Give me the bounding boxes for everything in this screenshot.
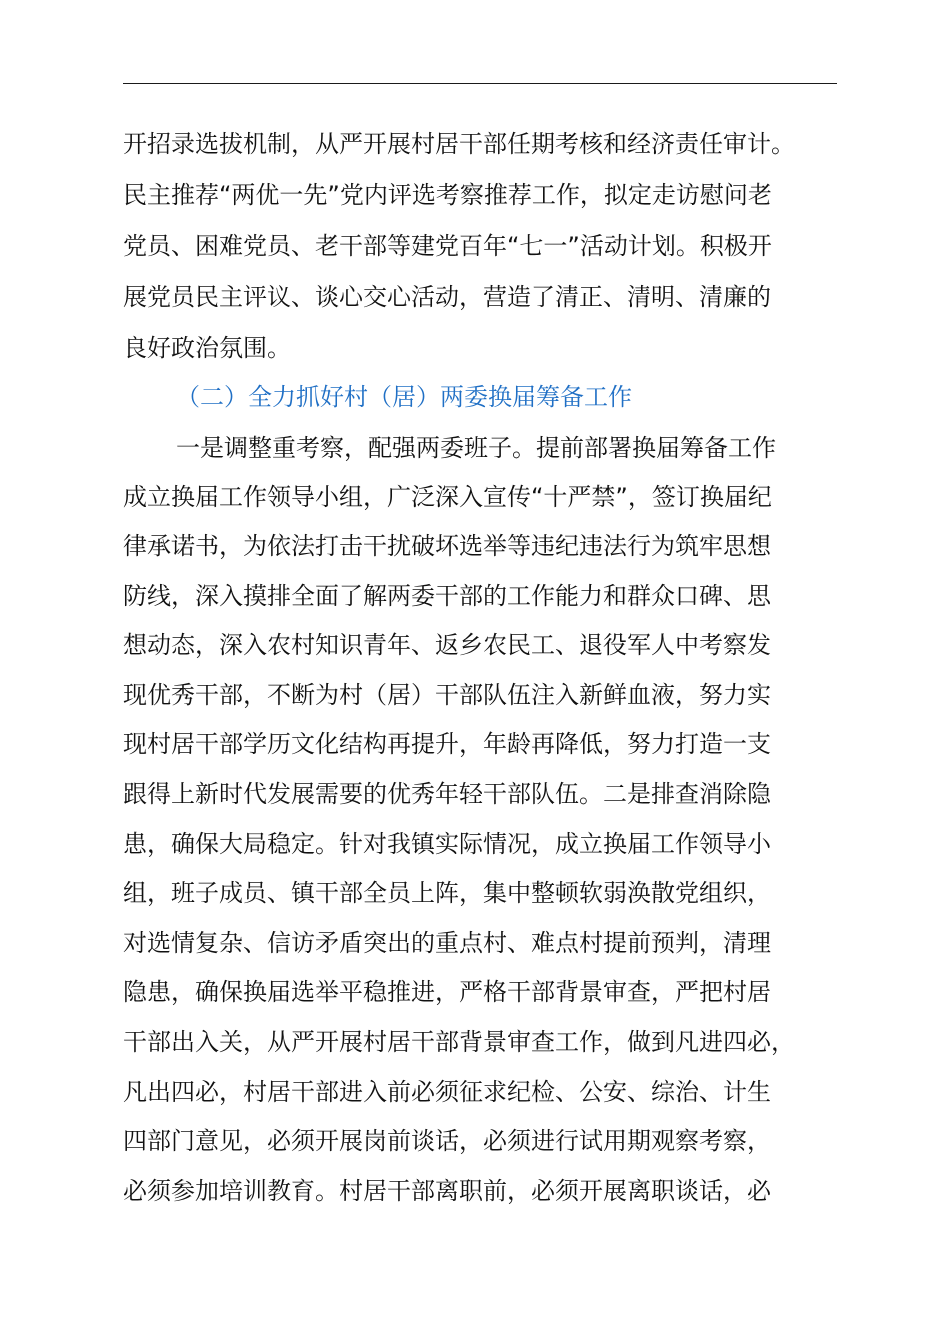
section-heading: （二）全力抓好村（居）两委换届筹备工作 <box>176 383 632 411</box>
paragraph-line: 跟得上新时代发展需要的优秀年轻干部队伍。二是排查消除隐 <box>123 780 771 808</box>
paragraph-line: 律承诺书，为依法打击干扰破坏选举等违纪违法行为筑牢思想 <box>123 532 771 560</box>
paragraph-line: 四部门意见，必须开展岗前谈话，必须进行试用期观察考察， <box>123 1127 771 1155</box>
paragraph-line: 防线，深入摸排全面了解两委干部的工作能力和群众口碑、思 <box>123 582 771 610</box>
paragraph-line: 想动态，深入农村知识青年、返乡农民工、退役军人中考察发 <box>123 631 771 659</box>
paragraph-line: 干部出入关，从严开展村居干部背景审查工作，做到凡进四必， <box>123 1028 795 1056</box>
paragraph-line: 隐患，确保换届选举平稳推进，严格干部背景审查，严把村居 <box>123 978 771 1006</box>
paragraph-line: 凡出四必，村居干部进入前必须征求纪检、公安、综治、计生 <box>123 1078 771 1106</box>
paragraph-line: 开招录选拔机制，从严开展村居干部任期考核和经济责任审计。 <box>123 130 795 158</box>
paragraph-line: 民主推荐“两优一先”党内评选考察推荐工作，拟定走访慰问老 <box>123 181 772 209</box>
header-rule <box>123 83 837 84</box>
paragraph-line: 现村居干部学历文化结构再提升，年龄再降低，努力打造一支 <box>123 730 771 758</box>
paragraph-line: 展党员民主评议、谈心交心活动，营造了清正、清明、清廉的 <box>123 283 771 311</box>
paragraph-line: 对选情复杂、信访矛盾突出的重点村、难点村提前预判，清理 <box>123 929 771 957</box>
paragraph-first-line: 一是调整重考察，配强两委班子。提前部署换届筹备工作 <box>176 434 776 462</box>
paragraph-line: 成立换届工作领导小组，广泛深入宣传“十严禁”，签订换届纪 <box>123 483 772 511</box>
paragraph-line: 组，班子成员、镇干部全员上阵，集中整顿软弱涣散党组织， <box>123 879 771 907</box>
paragraph-line: 现优秀干部，不断为村（居）干部队伍注入新鲜血液，努力实 <box>123 681 771 709</box>
paragraph-line: 必须参加培训教育。村居干部离职前，必须开展离职谈话，必 <box>123 1177 771 1205</box>
paragraph-line: 党员、困难党员、老干部等建党百年“七一”活动计划。积极开 <box>123 232 772 260</box>
paragraph-line: 患，确保大局稳定。针对我镇实际情况，成立换届工作领导小 <box>123 830 771 858</box>
paragraph-line: 良好政治氛围。 <box>123 334 291 362</box>
